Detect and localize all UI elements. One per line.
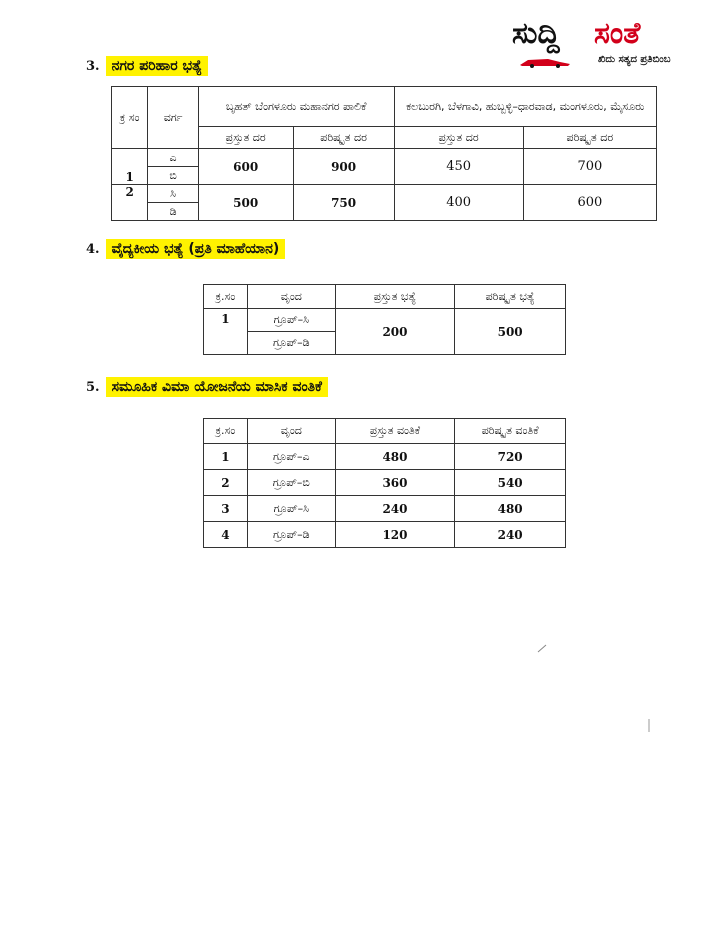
table-cell-value: 600 xyxy=(198,149,293,185)
header-current-rate: ಪ್ರಸ್ತುತ ದರ xyxy=(394,127,523,149)
table-cell-category: ಎ xyxy=(148,149,198,167)
medical-allowance-table xyxy=(203,284,566,355)
section3-heading xyxy=(86,52,208,80)
table-cell-category: ಡಿ xyxy=(148,203,198,221)
table-cell-group: ಗ್ರೂಪ್–ಎ xyxy=(247,444,335,470)
header-category: ವರ್ಗ xyxy=(148,87,198,149)
header-group: ವೃಂದ xyxy=(247,419,335,444)
section5-number: 5. xyxy=(86,379,100,395)
table-cell-value: 600 xyxy=(523,185,656,221)
table-cell-category: ಸಿ xyxy=(148,185,198,203)
table-cell-value: 480 xyxy=(455,496,566,522)
table-cell-sl: 1 xyxy=(204,444,248,470)
header-bbmp: ಬೃಹತ್ ಬೆಂಗಳೂರು ಮಹಾನಗರ ಪಾಲಿಕೆ xyxy=(198,87,394,127)
section4-heading xyxy=(86,235,285,263)
table-cell-value: 500 xyxy=(198,185,293,221)
header-revised-contribution: ಪರಿಷ್ಕೃತ ವಂತಿಕೆ xyxy=(455,419,566,444)
section3-title: ನಗರ ಪರಿಹಾರ ಭತ್ಯೆ xyxy=(106,56,208,76)
table-cell-group: ಗ್ರೂಪ್–ಬಿ xyxy=(247,470,335,496)
table-cell-sl: 4 xyxy=(204,522,248,548)
logo-word-sudhi: ಸುದ್ದಿ xyxy=(512,16,560,51)
header-current-allowance: ಪ್ರಸ್ತುತ ಭತ್ಯೆ xyxy=(335,285,455,309)
table-cell-sl: 1 xyxy=(112,149,148,185)
logo-tagline: ಖಿದು ಸತ್ಯದ ಪ್ರತಿಬಿಂಬ xyxy=(598,54,671,65)
section3-number: 3. xyxy=(86,58,100,74)
table-cell-value: 480 xyxy=(335,444,455,470)
table-cell-value: 450 xyxy=(394,149,523,185)
table-cell-value: 240 xyxy=(335,496,455,522)
header-current-rate: ಪ್ರಸ್ತುತ ದರ xyxy=(198,127,293,149)
table-cell-group: ಗ್ರೂಪ್–ಡಿ xyxy=(247,522,335,548)
table-row xyxy=(204,444,566,470)
table-row xyxy=(204,470,566,496)
table-row xyxy=(204,522,566,548)
table-cell-group: ಗ್ರೂಪ್–ಸಿ xyxy=(247,309,335,332)
header-sl: ಕ್ರ.ಸಂ xyxy=(204,419,248,444)
table-cell-value: 750 xyxy=(293,185,394,221)
scan-mark xyxy=(646,718,652,734)
table-cell-value: 120 xyxy=(335,522,455,548)
table-cell-group: ಗ್ರೂಪ್–ಡಿ xyxy=(247,332,335,355)
header-sl: ಕ್ರ.ಸಂ xyxy=(204,285,248,309)
table-cell-value: 540 xyxy=(455,470,566,496)
city-allowance-table xyxy=(111,86,657,221)
header-current-contribution: ಪ್ರಸ್ತುತ ವಂತಿಕೆ xyxy=(335,419,455,444)
section4-title: ವೈದ್ಯಕೀಯ ಭತ್ಯೆ (ಪ್ರತಿ ಮಾಹೆಯಾನ) xyxy=(106,239,286,259)
table-cell-value: 200 xyxy=(335,309,455,355)
car-icon xyxy=(518,56,572,68)
table-cell-value: 360 xyxy=(335,470,455,496)
header-revised-rate: ಪರಿಷ್ಕೃತ ದರ xyxy=(293,127,394,149)
section5-title: ಸಮೂಹಿಕ ವಿಮಾ ಯೋಜನೆಯ ಮಾಸಿಕ ವಂತಿಕೆ xyxy=(106,377,328,397)
table-cell-value: 700 xyxy=(523,149,656,185)
scan-mark xyxy=(536,642,548,654)
table-cell-value: 400 xyxy=(394,185,523,221)
table-cell-value: 900 xyxy=(293,149,394,185)
table-cell-value: 500 xyxy=(455,309,566,355)
table-cell-sl: 2 xyxy=(112,185,148,221)
header-sl: ಕ್ರ ಸಂ xyxy=(112,87,148,149)
table-cell-sl: 1 xyxy=(204,309,248,355)
header-revised-allowance: ಪರಿಷ್ಕೃತ ಭತ್ಯೆ xyxy=(455,285,566,309)
table-cell-sl: 3 xyxy=(204,496,248,522)
section4-number: 4. xyxy=(86,241,100,257)
table-cell-sl: 2 xyxy=(204,470,248,496)
header-other-cities: ಕಲಬುರಗಿ, ಬೆಳಗಾವಿ, ಹುಬ್ಬಳ್ಳಿ–ಧಾರವಾಡ, ಮಂಗಳೂರು, ಮೈಸೂರು xyxy=(394,87,656,127)
section5-heading xyxy=(86,373,328,401)
logo-word-sante: ಸಂತೆ xyxy=(594,16,641,51)
sudhi-sante-logo xyxy=(512,14,712,74)
table-row xyxy=(204,496,566,522)
table-cell-value: 240 xyxy=(455,522,566,548)
header-group: ವೃಂದ xyxy=(247,285,335,309)
group-insurance-table xyxy=(203,418,566,548)
table-cell-category: ಬಿ xyxy=(148,167,198,185)
table-cell-group: ಗ್ರೂಪ್–ಸಿ xyxy=(247,496,335,522)
header-revised-rate: ಪರಿಷ್ಕೃತ ದರ xyxy=(523,127,656,149)
table-cell-value: 720 xyxy=(455,444,566,470)
